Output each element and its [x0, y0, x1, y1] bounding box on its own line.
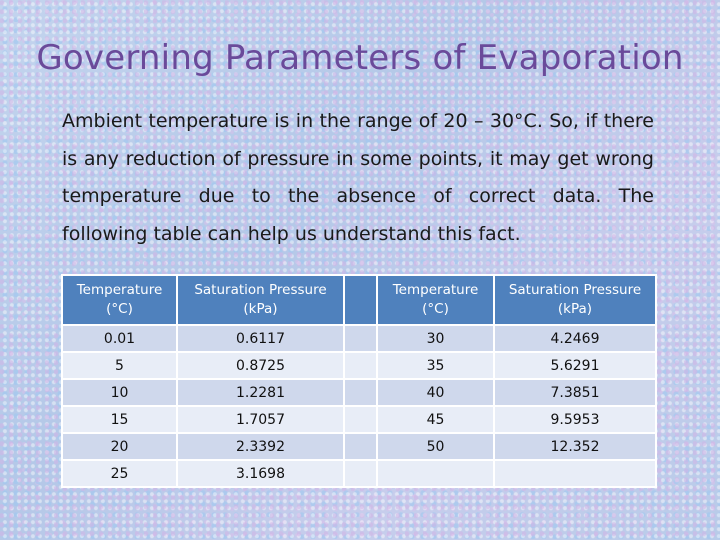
cell-temperature-right: [377, 460, 494, 487]
header-temperature-left: Temperature (°C): [62, 275, 177, 325]
saturation-pressure-table: [61, 274, 657, 488]
header-temperature-right: Temperature (°C): [377, 275, 494, 325]
cell-pressure-right: 12.352: [494, 433, 656, 460]
body-paragraph: Ambient temperature is in the range of 20 – 30°C. So, if there is any reduction of pressure in some points, it may get wrong temperature due to the absence of correct data. The following table can help us understand this fact.: [62, 110, 654, 245]
cell-blank: [344, 325, 377, 352]
table-row: [62, 406, 656, 433]
cell-pressure-left: 0.8725: [177, 352, 344, 379]
cell-temperature-left: 25: [62, 460, 177, 487]
cell-temperature-left: 0.01: [62, 325, 177, 352]
table-header-row: [62, 275, 656, 325]
cell-pressure-right: 9.5953: [494, 406, 656, 433]
cell-blank: [344, 406, 377, 433]
table-row: [62, 379, 656, 406]
cell-blank: [344, 352, 377, 379]
cell-temperature-right: 35: [377, 352, 494, 379]
cell-temperature-left: 15: [62, 406, 177, 433]
cell-temperature-left: 20: [62, 433, 177, 460]
cell-pressure-left: 2.3392: [177, 433, 344, 460]
header-pressure-right: Saturation Pressure (kPa): [494, 275, 656, 325]
header-pressure-left: Saturation Pressure (kPa): [177, 275, 344, 325]
slide-title: Governing Parameters of Evaporation: [36, 38, 684, 78]
cell-temperature-right: 45: [377, 406, 494, 433]
cell-temperature-left: 10: [62, 379, 177, 406]
cell-blank: [344, 379, 377, 406]
cell-temperature-right: 40: [377, 379, 494, 406]
header-blank: [344, 275, 377, 325]
table-row: [62, 433, 656, 460]
cell-pressure-right: [494, 460, 656, 487]
cell-temperature-left: 5: [62, 352, 177, 379]
cell-blank: [344, 433, 377, 460]
cell-temperature-right: 30: [377, 325, 494, 352]
cell-blank: [344, 460, 377, 487]
cell-temperature-right: 50: [377, 433, 494, 460]
cell-pressure-left: 3.1698: [177, 460, 344, 487]
table-row: [62, 325, 656, 352]
cell-pressure-left: 1.7057: [177, 406, 344, 433]
cell-pressure-left: 1.2281: [177, 379, 344, 406]
cell-pressure-right: 7.3851: [494, 379, 656, 406]
table-row: [62, 460, 656, 487]
cell-pressure-left: 0.6117: [177, 325, 344, 352]
cell-pressure-right: 5.6291: [494, 352, 656, 379]
table-row: [62, 352, 656, 379]
cell-pressure-right: 4.2469: [494, 325, 656, 352]
